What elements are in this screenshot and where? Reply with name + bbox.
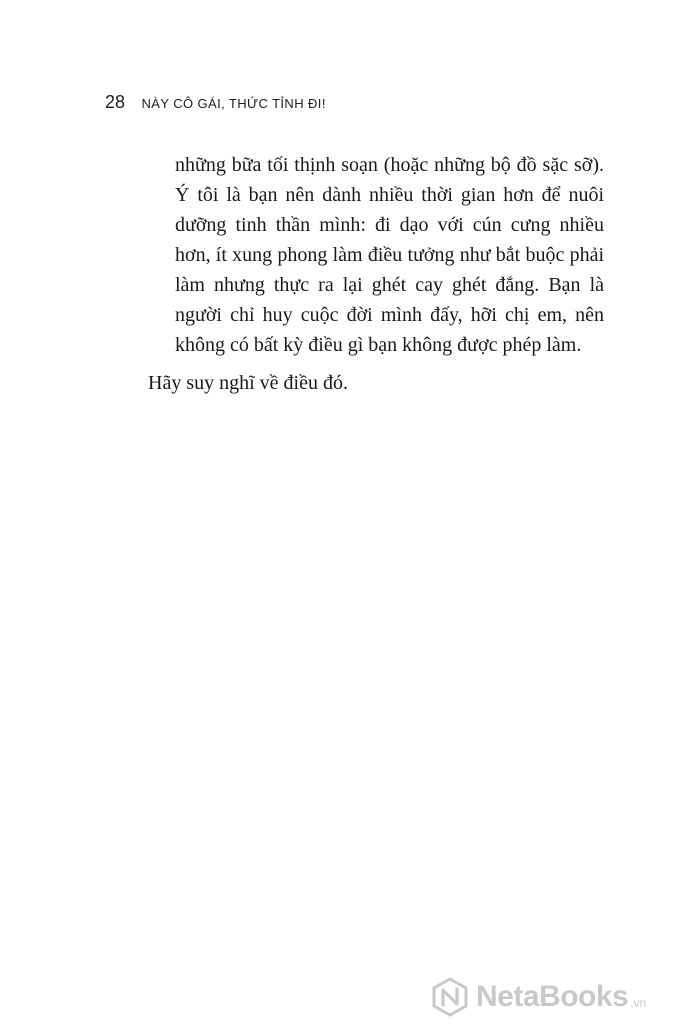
watermark-brand: NetaBooks bbox=[476, 980, 629, 1013]
paragraph-2: Hãy suy nghĩ về điều đó. bbox=[148, 372, 348, 394]
watermark bbox=[430, 972, 694, 1022]
paragraph-1: những bữa tối thịnh soạn (hoặc những bộ đồ sặc sỡ). Ý tôi là bạn nên dành nhiều thời gian hơn để nuôi dưỡng tinh thần mình: đi dạo với cún cưng nhiều hơn, ít xung phong làm điều tưởng như bắt buộc phải làm nhưng thực ra lại ghét cay ghét đắng. Bạn là người chỉ huy cuộc đời mình đấy, hỡi chị em, nên không có bất kỳ điều gì bạn không được phép làm. bbox=[175, 154, 604, 356]
body-text bbox=[148, 150, 604, 398]
book-title: NÀY CÔ GÁI, THỨC TỈNH ĐI! bbox=[141, 96, 326, 111]
page-number: 28 bbox=[105, 92, 126, 112]
running-head bbox=[105, 92, 326, 113]
watermark-suffix: .vn bbox=[630, 996, 647, 1010]
netabooks-hexagon-logo-icon bbox=[430, 977, 470, 1017]
